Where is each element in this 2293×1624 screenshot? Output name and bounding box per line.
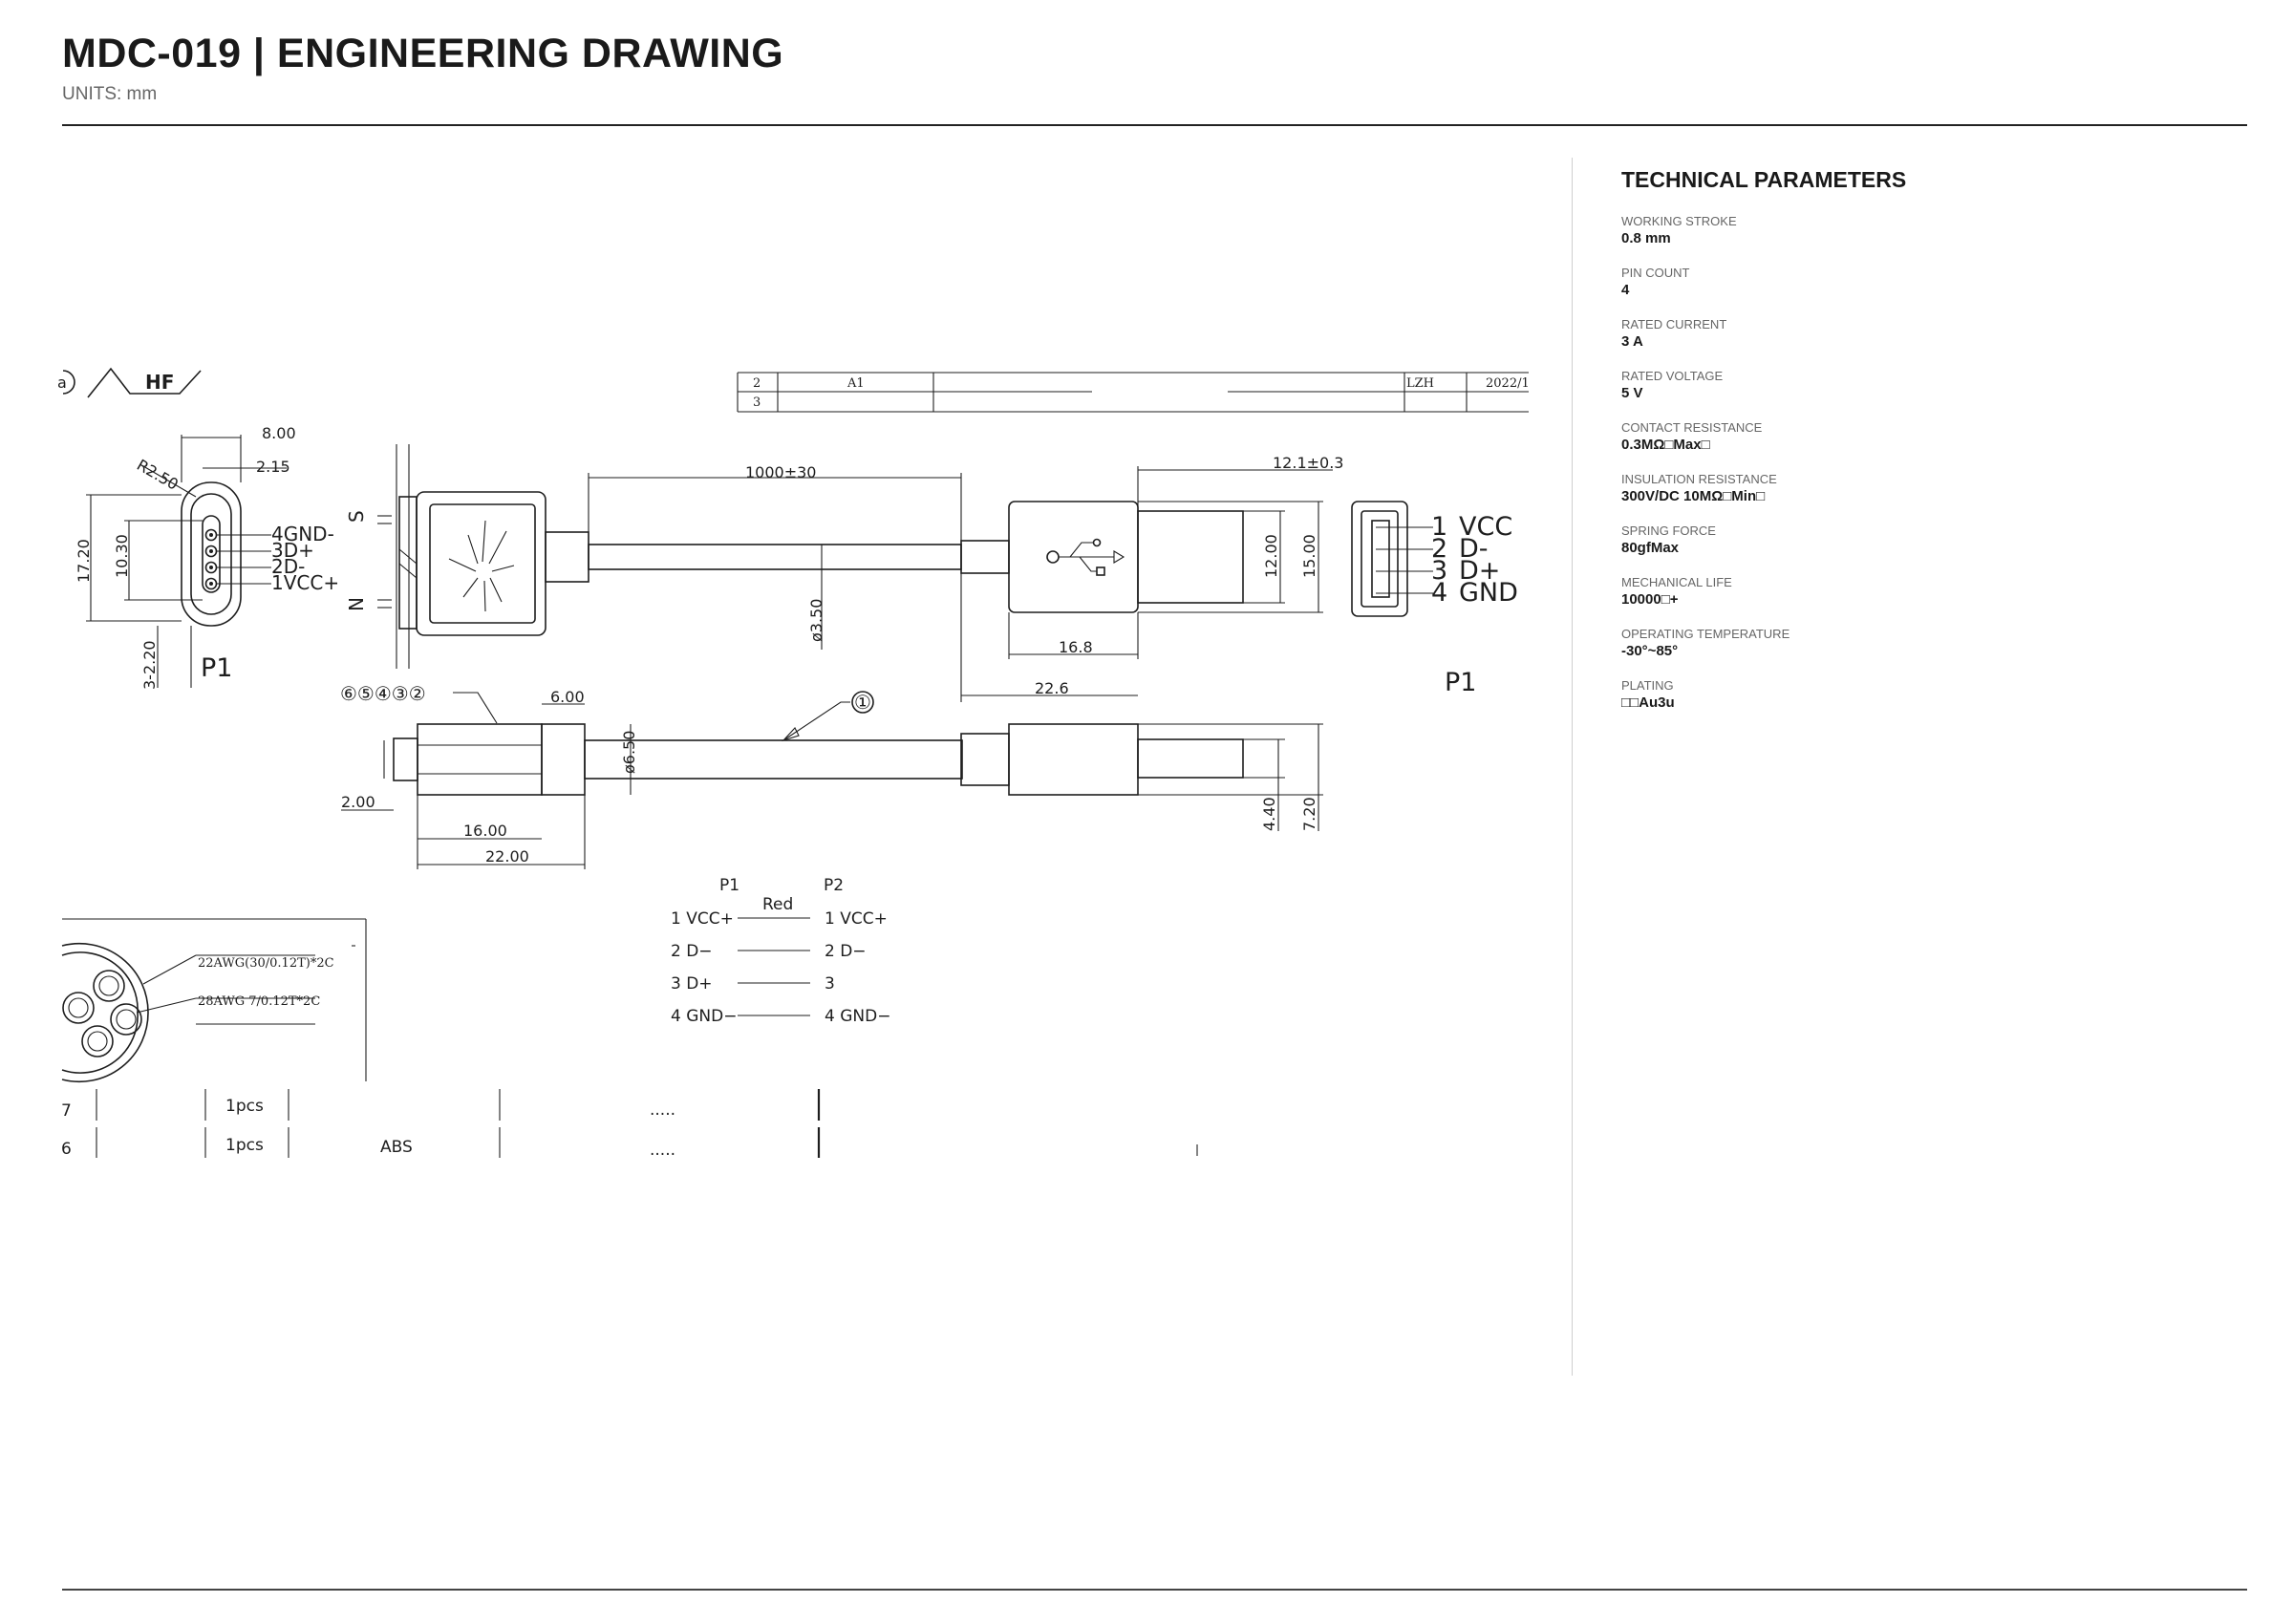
dim-outer-height: 15.00 bbox=[1300, 534, 1318, 578]
wiring-right: 3 bbox=[825, 974, 835, 994]
param-value: 4 bbox=[1621, 282, 1630, 298]
cable-cross-section bbox=[62, 919, 366, 1081]
usb-pin-number: 4 bbox=[1431, 578, 1448, 608]
dim-total-length: 22.6 bbox=[1035, 679, 1069, 697]
pin-label: 4GND- bbox=[271, 523, 334, 545]
wiring-right: 2 D− bbox=[825, 942, 867, 961]
param-label: MECHANICAL LIFE bbox=[1621, 575, 1732, 589]
param-working-stroke bbox=[1621, 214, 2195, 247]
footer-divider bbox=[62, 1589, 2247, 1591]
param-operating-temperature bbox=[1621, 627, 2195, 660]
param-value: 3 A bbox=[1621, 333, 1643, 350]
param-label: RATED VOLTAGE bbox=[1621, 369, 1724, 383]
revision-no: 2 bbox=[753, 376, 761, 391]
dim-slot: 3-2.20 bbox=[140, 640, 159, 690]
wiring-header-p2: P2 bbox=[824, 876, 845, 895]
param-contact-resistance bbox=[1621, 420, 2195, 454]
revision-author: LZH bbox=[1406, 376, 1435, 391]
param-pin-count bbox=[1621, 266, 2195, 299]
cable-top-view bbox=[345, 444, 1343, 702]
param-mechanical-life bbox=[1621, 575, 2195, 609]
dim-head: 6.00 bbox=[550, 688, 585, 706]
dim-tongue: 12.1±0.3 bbox=[1273, 454, 1344, 472]
dim-body: 16.00 bbox=[463, 822, 507, 840]
pin-label: 1VCC+ bbox=[271, 571, 340, 594]
param-label: CONTACT RESISTANCE bbox=[1621, 420, 1763, 435]
bom-note: ..... bbox=[650, 1100, 676, 1120]
bom-note: ..... bbox=[650, 1141, 676, 1160]
part-callouts: ⑥⑤④③② bbox=[340, 682, 426, 705]
param-label: PIN COUNT bbox=[1621, 266, 1690, 280]
cable-side-view bbox=[340, 682, 1323, 869]
pin-label: 3D+ bbox=[271, 539, 314, 562]
usb-end-label: P1 bbox=[1445, 668, 1477, 697]
param-spring-force bbox=[1621, 524, 2195, 557]
pin-label: 2D- bbox=[271, 555, 306, 578]
dim-dia: ø6.50 bbox=[620, 730, 638, 774]
cable-length: 1000±30 bbox=[745, 463, 817, 481]
south-pole: S bbox=[345, 510, 368, 523]
hf-mark: HF bbox=[145, 371, 175, 394]
wire-color: Red bbox=[762, 895, 794, 914]
usb-pin-number: 2 bbox=[1431, 534, 1448, 564]
dim-tip: 2.00 bbox=[341, 793, 375, 811]
wiring-right: 4 GND− bbox=[825, 1007, 891, 1026]
dim-inner-height: 12.00 bbox=[1262, 534, 1280, 578]
usb-pin-number: 3 bbox=[1431, 556, 1448, 586]
dim-radius: R2.50 bbox=[134, 456, 182, 494]
magnetic-end-view bbox=[75, 424, 339, 690]
param-value: 10000□+ bbox=[1621, 591, 1679, 608]
param-label: RATED CURRENT bbox=[1621, 317, 1727, 331]
wiring-right: 1 VCC+ bbox=[825, 909, 888, 929]
dim-pitch: 2.15 bbox=[256, 458, 290, 476]
dim-total: 22.00 bbox=[485, 847, 529, 865]
panel-divider bbox=[1572, 158, 1573, 1376]
param-plating bbox=[1621, 678, 2195, 712]
document-title: MDC-019 | ENGINEERING DRAWING bbox=[62, 31, 784, 76]
param-label: WORKING STROKE bbox=[1621, 214, 1737, 228]
param-value: 0.3MΩ□Max□ bbox=[1621, 437, 1710, 453]
param-label: INSULATION RESISTANCE bbox=[1621, 472, 1777, 486]
param-value: 0.8 mm bbox=[1621, 230, 1671, 246]
bom-qty: 1pcs bbox=[225, 1136, 264, 1155]
svg-text:a: a bbox=[57, 374, 67, 392]
parameters-title: TECHNICAL PARAMETERS bbox=[1621, 167, 1907, 192]
north-pole: N bbox=[345, 597, 368, 611]
bom-material: ABS bbox=[380, 1138, 413, 1157]
param-label: SPRING FORCE bbox=[1621, 524, 1716, 538]
bom-item-no: 6 bbox=[61, 1140, 72, 1159]
wiring-diagram bbox=[671, 876, 890, 1026]
usb-pin-name: GND bbox=[1459, 578, 1518, 608]
wiring-left: 2 D− bbox=[671, 942, 713, 961]
param-label: PLATING bbox=[1621, 678, 1674, 693]
usb-pin-name: VCC bbox=[1459, 512, 1513, 542]
bom-qty: 1pcs bbox=[225, 1097, 264, 1116]
usb-pin-name: D- bbox=[1459, 534, 1489, 564]
param-rated-current bbox=[1621, 317, 2195, 351]
param-value: -30°~85° bbox=[1621, 643, 1679, 659]
revision-table bbox=[738, 373, 1530, 412]
magnetic-end-label: P1 bbox=[201, 653, 233, 683]
dim-pin-span: 10.30 bbox=[113, 534, 131, 578]
dim-w2: 7.20 bbox=[1300, 797, 1318, 831]
revision-date: 2022/1 bbox=[1486, 376, 1530, 391]
surface-finish-mark bbox=[57, 369, 201, 397]
param-label: OPERATING TEMPERATURE bbox=[1621, 627, 1790, 641]
param-insulation-resistance bbox=[1621, 472, 2195, 505]
usb-pin-name: D+ bbox=[1459, 556, 1501, 586]
dim-w1: 4.40 bbox=[1260, 797, 1278, 831]
bill-of-materials bbox=[61, 1089, 1197, 1160]
bom-item-no: 7 bbox=[61, 1101, 72, 1121]
param-value: 80gfMax bbox=[1621, 540, 1680, 556]
wiring-left: 3 D+ bbox=[671, 974, 713, 994]
param-value: 5 V bbox=[1621, 385, 1643, 401]
revision-code: A1 bbox=[847, 376, 865, 391]
dim-height: 17.20 bbox=[75, 539, 93, 583]
dim-body-length: 16.8 bbox=[1059, 638, 1093, 656]
revision-no: 3 bbox=[753, 395, 761, 410]
dim-width: 8.00 bbox=[262, 424, 296, 442]
wiring-left: 4 GND− bbox=[671, 1007, 738, 1026]
cable-diameter: ø3.50 bbox=[807, 598, 825, 642]
param-rated-voltage bbox=[1621, 369, 2195, 402]
cable-spec-1: 22AWG(30/0.12T)*2C bbox=[198, 956, 334, 971]
usb-end-view bbox=[1352, 502, 1518, 697]
usb-pin-number: 1 bbox=[1431, 512, 1448, 542]
wiring-header-p1: P1 bbox=[719, 876, 740, 895]
param-value: □□Au3u bbox=[1621, 694, 1675, 711]
technical-parameters-panel bbox=[1621, 167, 2195, 730]
param-value: 300V/DC 10MΩ□Min□ bbox=[1621, 488, 1766, 504]
units-label: UNITS: mm bbox=[62, 84, 158, 104]
wiring-left: 1 VCC+ bbox=[671, 909, 734, 929]
cable-spec-2: 28AWG 7/0.12T*2C bbox=[198, 994, 321, 1009]
cable-callout: ① bbox=[854, 691, 871, 714]
